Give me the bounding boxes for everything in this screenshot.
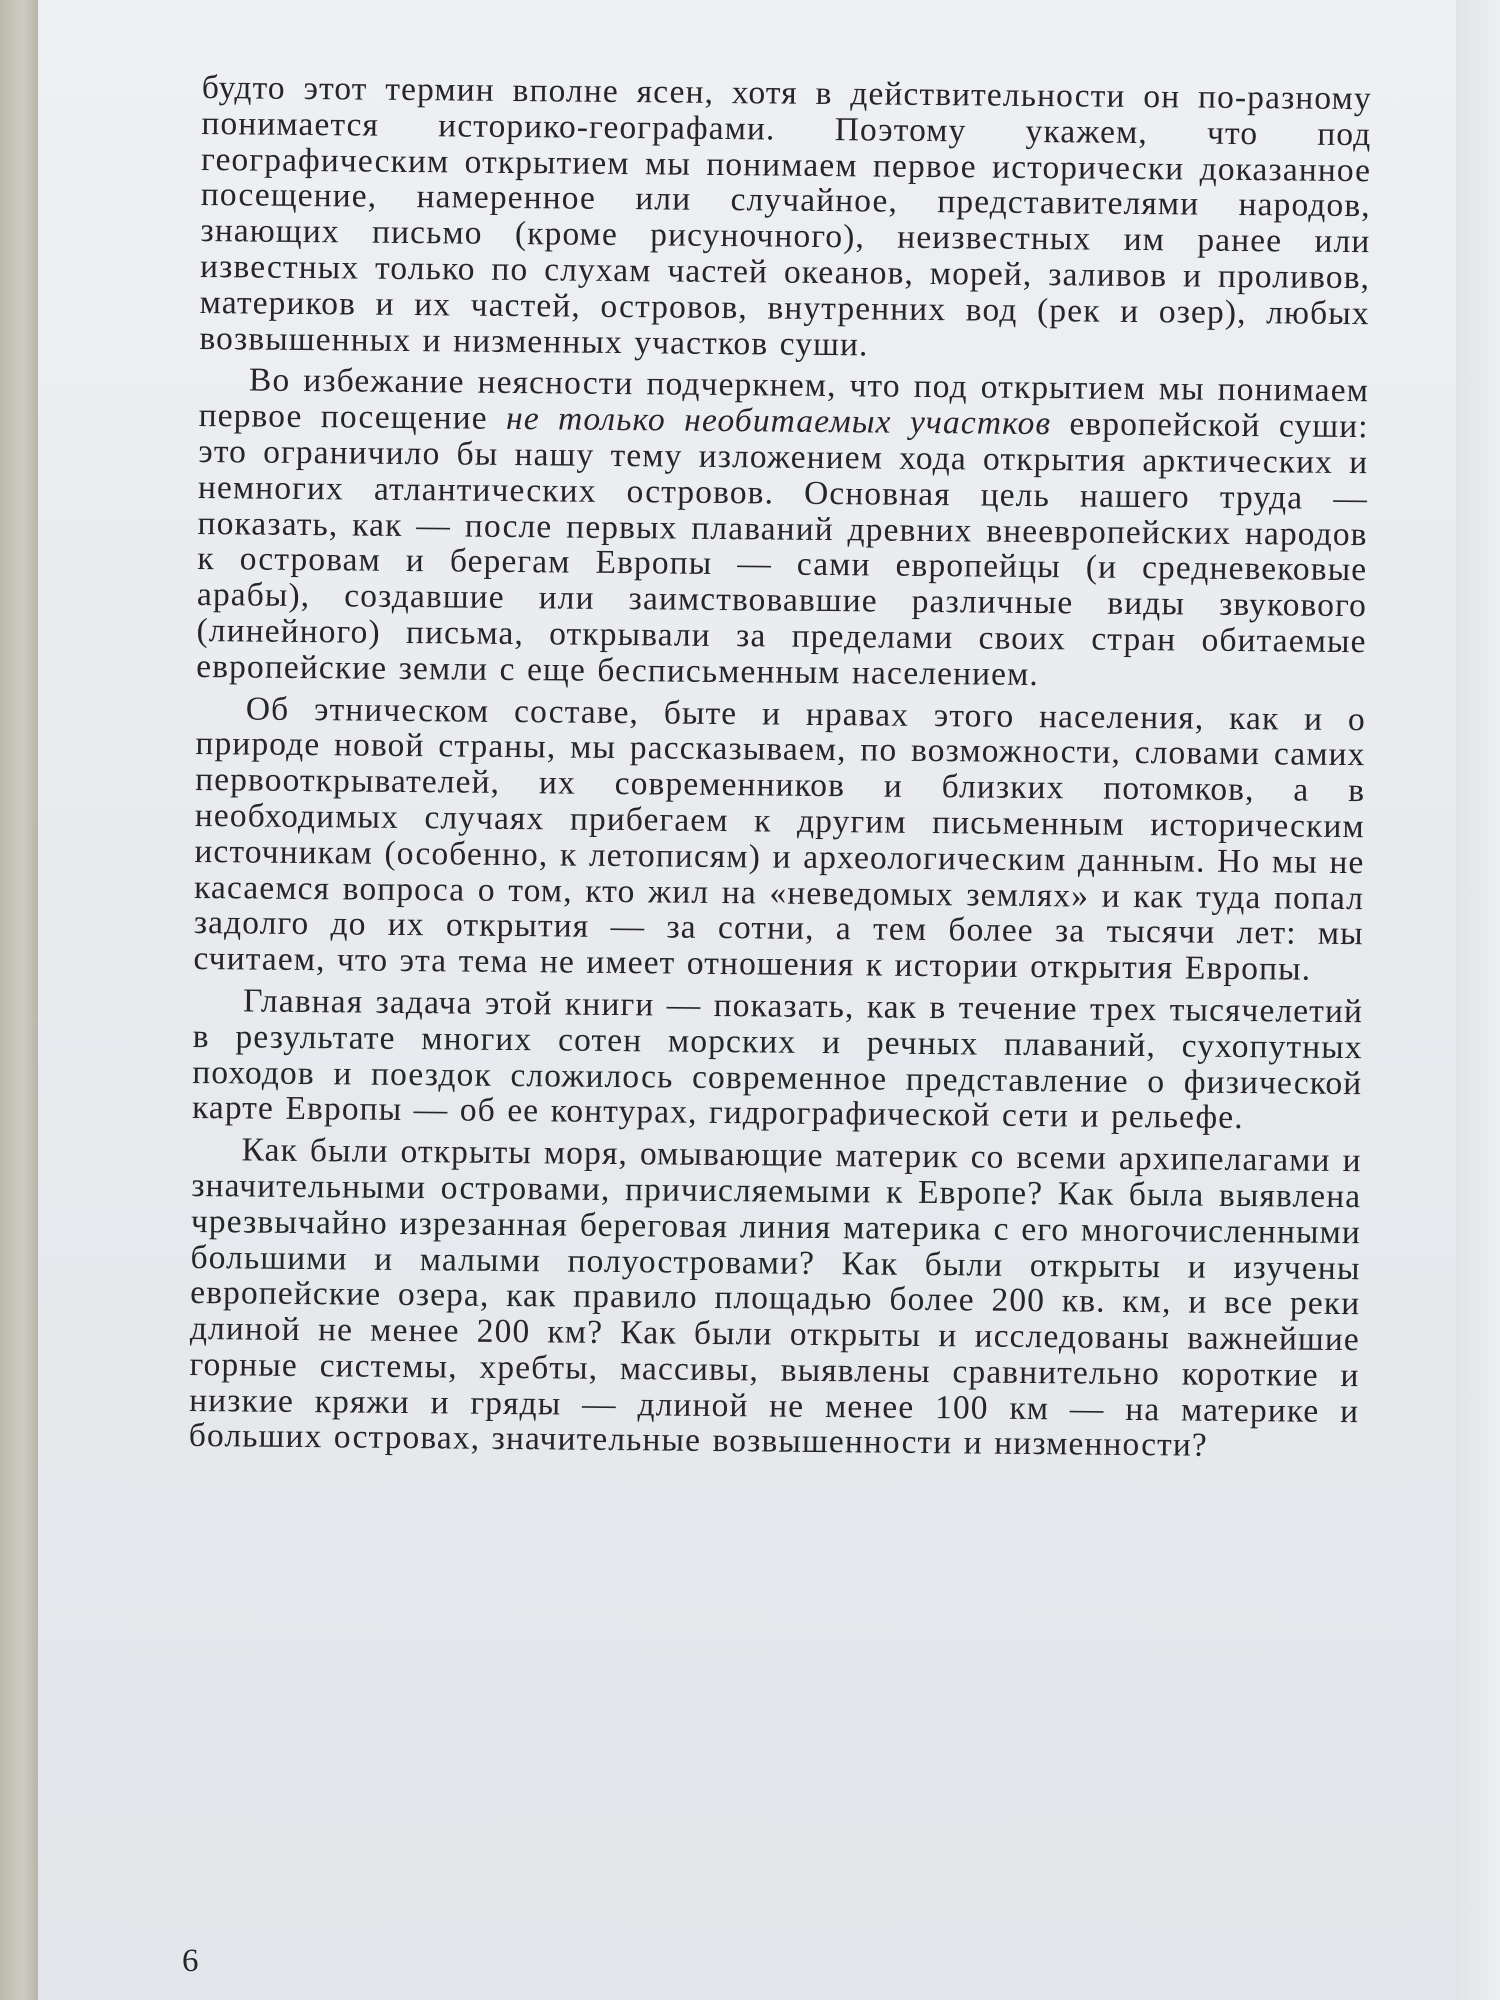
paragraph-3 <box>193 691 1366 989</box>
paragraph-1 <box>199 70 1372 368</box>
paragraph-text: Об этническом составе, быте и нравах этого населения, как и о природе новой страны, мы рассказываем, по возможности, словами самих первооткрывателей, их современников и близких потомков, а в необходимых случаях прибегаем к другим письменным историческим источникам (особенно, к летописям) и археологическим данным. Но мы не касаемся вопроса о том, кто жил на «неведомых землях» и как туда попал задолго до их открытия — за сотни, а тем более за тысячи лет: мы считаем, что эта тема не имеет отношения к истории открытия Европы. <box>193 689 1366 988</box>
paragraph-text: европейской суши: это ограничило бы нашу тему изложением хода открытия арктических и немногих атлантических островов. Основная цель нашего труда — показать, как — после первых плаваний древних внеевропейских народов к островам и берегам Европы — сами европейцы (и средневековые арабы), создавшие или заимствовавшие различные виды звукового (линейного) письма, открывали за пределами своих стран обитаемые европейские земли с еще бесписьменным населением. <box>196 405 1369 693</box>
paragraph-text: Во избежание неясности подчеркнем, что под открытием мы понимаем первое посещение <box>198 361 1370 438</box>
page-fold-shadow <box>1456 0 1500 2000</box>
page-number: 6 <box>182 1943 199 1979</box>
italic-emphasis: не только необитаемых участков <box>505 400 1052 443</box>
paragraph-text: Главная задача этой книги — показать, как в течение трех тысячелетий в результате многих сотен морских и речных плаваний, сухопутных походов и поездок сложилось современное представление о физической карте Европы — об ее контурах, гидрографической сети и рельефе. <box>191 982 1364 1137</box>
paragraph-2 <box>196 362 1369 695</box>
paragraph-text: будто этот термин вполне ясен, хотя в действительности он по-разному понимается историко-географами. Поэтому укажем, что под географическим открытием мы понимаем первое исторически доказанное посещение, намеренное или случайное, представителями народов, знающих письмо (кроме рисуночного), неизвестных им ранее или известных только по слухам частей океанов, морей, заливов и проливов, материков и их частей, островов, внутренних вод (рек и озер), любых возвышенных и низменных участков суши. <box>199 69 1372 363</box>
body-text <box>189 70 1372 1471</box>
paragraph-text: Как были открыты моря, омывающие материк со всеми архипелагами и значительными островами, причисляемыми к Европе? Как была выявлена чрезвычайно изрезанная береговая линия материка с его многочисленными большими и малыми полуостровами? Как были открыты и изучены европейские озера, как правило площадью более 200 кв. км, и все реки длиной не менее 200 км? Как были открыты и исследованы важнейшие горные системы, хребты, массивы, выявлены сравнительно короткие и низкие кряжи и гряды — длиной не менее 100 км — на материке и больших островах, значительные возвышенности и низменности? <box>188 1131 1362 1465</box>
paragraph-5 <box>189 1132 1362 1465</box>
book-spine-edge <box>0 0 38 2000</box>
paragraph-4 <box>192 983 1363 1137</box>
